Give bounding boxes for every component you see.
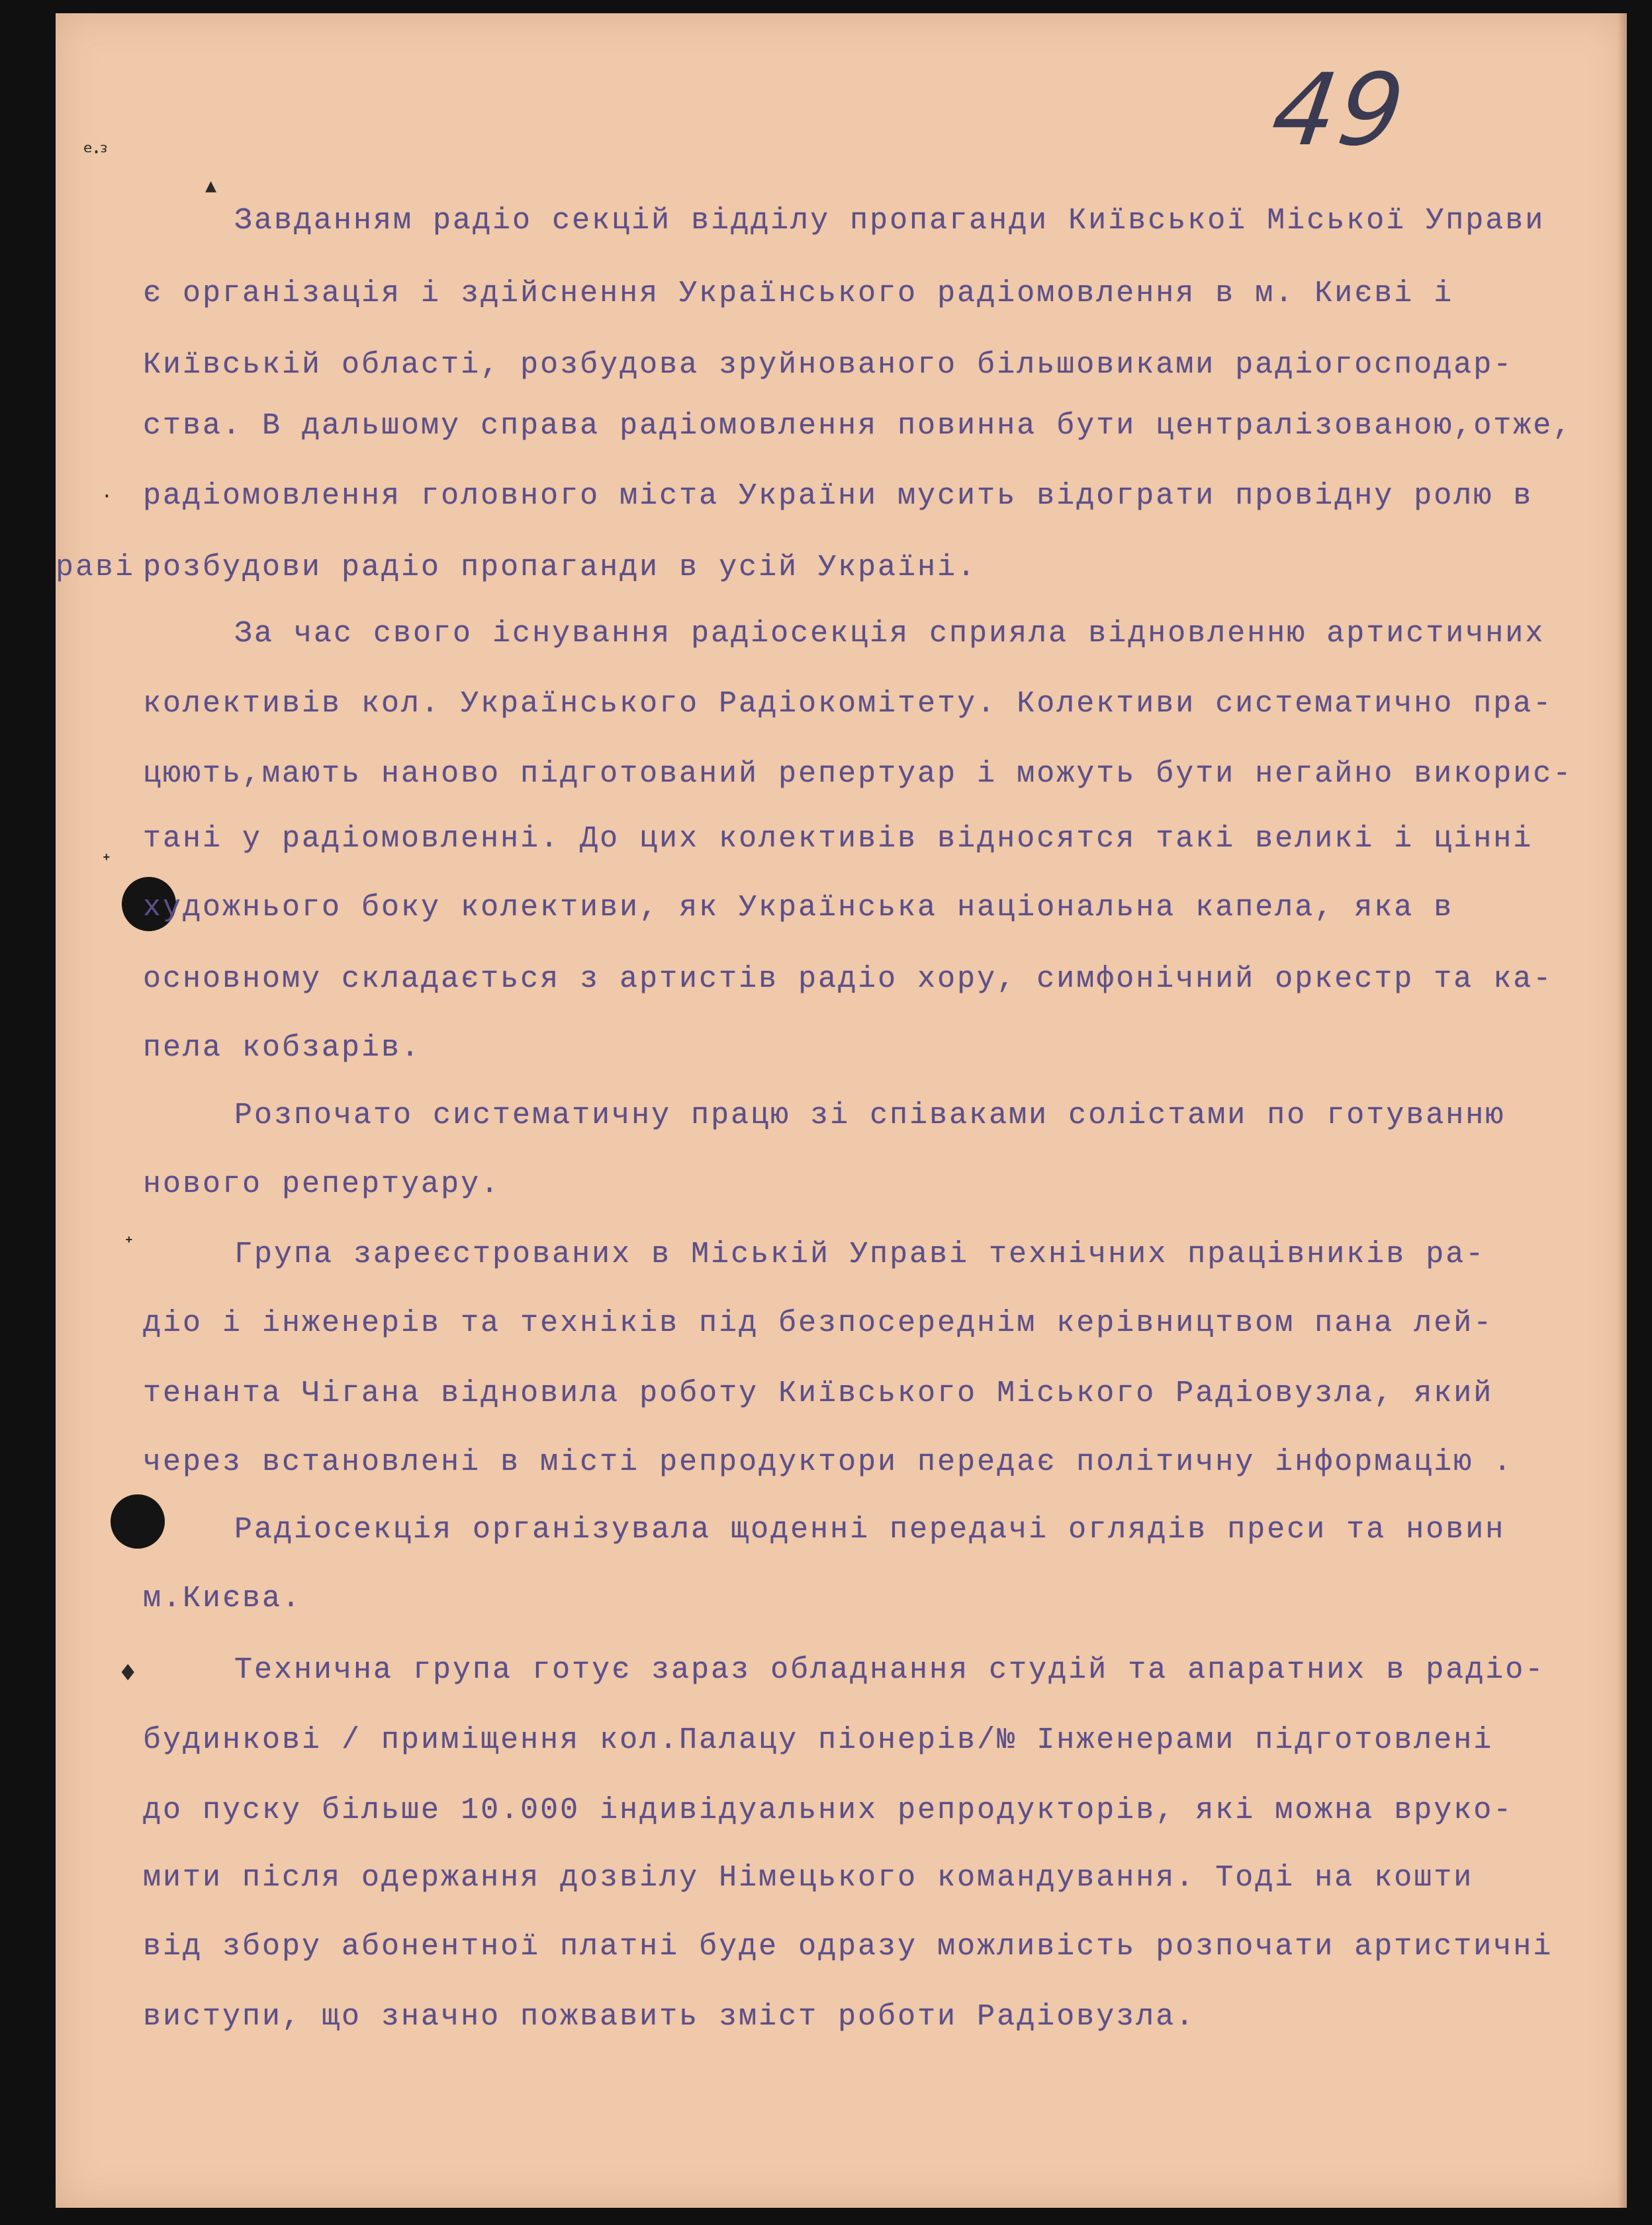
text-line: цюють,мають наново підготований репертуар і можуть бути негайно викорис- [143,757,1573,791]
archival-page [56,13,1627,2208]
text-line: діо і інженерів та техніків під безпосереднім керівництвом пана лей- [143,1306,1494,1340]
text-line: Завданням радіо секцій відділу пропаганди Київської Міської Управи [234,204,1545,238]
text-line: За час свого існування радіосекція сприяла відновленню артистичних [234,617,1545,651]
text-line: колективів кол. Українського Радіокомітету. Колективи систематично пра- [143,687,1553,721]
ink-mark: · [103,483,111,510]
ink-mark: ᐩ [102,848,111,875]
text-line: тані у радіомовленні. До цих колективів відносятся такі великі і цінні [143,822,1534,856]
text-line: Розпочато систематичну працю зі співаками солістами по готуванню [234,1099,1506,1132]
text-line: нового репертуару. [143,1167,501,1201]
page-edge-shadow [1618,13,1627,2208]
text-line: є організація і здійснення Українського радіомовлення в м. Києві і [143,277,1454,310]
text-line: ства. В дальшому справа радіомовлення повинна бути централізованою,отже, [143,409,1573,443]
text-line: від збору абонентної платні буде одразу можливість розпочати артистичні [143,1930,1553,1964]
text-line: будинкові / приміщення кол.Палацу піонерів/№ Інженерами підготовлені [143,1723,1494,1757]
text-line: пела кобзарів. [143,1031,422,1065]
folio-number: 49 [1265,53,1414,168]
margin-note: раві [56,551,136,584]
text-line: Технична група готує зараз обладнання студій та апаратних в радіо- [234,1653,1545,1687]
ink-mark: ♦ [118,1660,138,1686]
ink-mark: ᐩ [124,1231,134,1257]
text-line: через встановлені в місті репродуктори передає політичну інформацію . [143,1445,1514,1479]
text-line: виступи, що значно пожвавить зміст роботи Радіовузла. [143,2000,1196,2034]
text-line: Радіосекція організувала щоденні передачі оглядів преси та новин [234,1513,1506,1547]
text-line: мити після одержання дозвілу Німецького командування. Тоді на кошти [143,1861,1474,1895]
text-line: до пуску більше 10.000 індивідуальних репродукторів, які можна вруко- [143,1794,1514,1827]
text-line: радіомовлення головного міста України мусить відограти провідну ролю в [143,479,1534,513]
text-line: тенанта Чігана відновила роботу Київського Міського Радіовузла, який [143,1377,1494,1410]
text-line: художнього боку колективи, як Українська національна капела, яка в [143,891,1454,925]
text-line: основному складається з артистів радіо хору, симфонічний оркестр та ка- [143,962,1553,996]
ink-mark: ᵉ·ᵌ [83,139,109,165]
ink-mark: ▴ [205,172,217,199]
text-line: Київській області, розбудова зруйнованого більшовиками радіогосподар- [143,348,1514,382]
punch-hole-bottom [111,1494,165,1549]
text-line: м.Києва. [143,1582,302,1615]
text-line: розбудови радіо пропаганди в усій Україні. [143,551,978,584]
text-line: Група зареєстрованих в Міській Управі технічних працівників ра- [234,1238,1486,1271]
